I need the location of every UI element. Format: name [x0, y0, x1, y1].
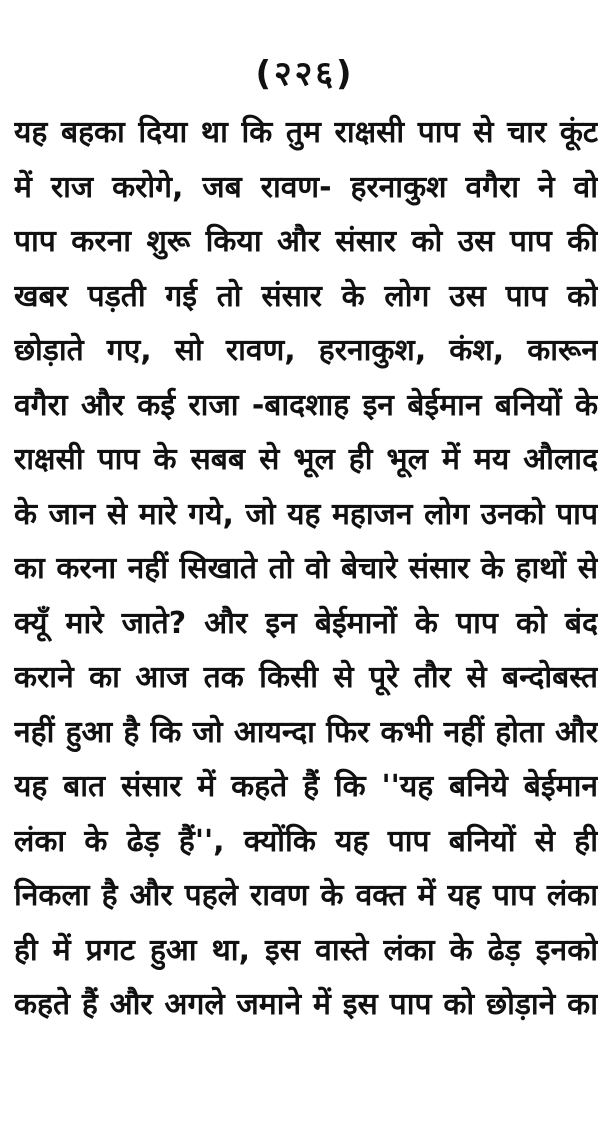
text-line: लंका के ढेड़ हैं'', क्योंकि यह पाप बनियों से ही: [14, 823, 598, 859]
text-line: कराने का आज तक किसी से पूरे तौर से बन्दोबस्त: [14, 660, 598, 695]
text-line: निकला है और पहले रावण के वक्त में यह पाप लंका: [14, 878, 598, 913]
text-line: पाप करना शुरू किया और संसार को उस पाप की: [14, 224, 598, 259]
text-line: का करना नहीं सिखाते तो वो बेचारे संसार के हाथों से: [14, 551, 598, 586]
text-line: कहते हैं और अगले जमाने में इस पाप को छोड़ाने का: [14, 987, 598, 1022]
text-line: खबर पड़ती गई तो संसार के लोग उस पाप को: [14, 278, 598, 314]
text-line: राक्षसी पाप के सबब से भूल ही भूल में मय औलाद: [14, 442, 598, 477]
text-line: नहीं हुआ है कि जो आयन्दा फिर कभी नहीं होता और: [14, 714, 598, 750]
text-line: यह बात संसार में कहते हैं कि ''यह बनिये बेईमान: [14, 769, 598, 804]
text-line: वगैरा और कई राजा -बादशाह इन बेईमान बनियों के: [14, 387, 598, 423]
page-number: (२२६): [255, 54, 355, 94]
body-text: [14, 106, 598, 1033]
text-line: में राज करोगे, जब रावण- हरनाकुश वगैरा ने वो: [14, 169, 598, 205]
text-line: यह बहका दिया था कि तुम राक्षसी पाप से चार कूंट: [14, 115, 598, 150]
text-line: क्यूँ मारे जाते? और इन बेईमानों के पाप को बंद: [14, 605, 598, 641]
text-line: छोड़ाते गए, सो रावण, हरनाकुश, कंश, कारून: [14, 333, 598, 368]
text-line: ही में प्रगट हुआ था, इस वास्ते लंका के ढेड़ इनको: [14, 932, 598, 968]
text-line: के जान से मारे गये, जो यह महाजन लोग उनको पाप: [14, 496, 598, 532]
